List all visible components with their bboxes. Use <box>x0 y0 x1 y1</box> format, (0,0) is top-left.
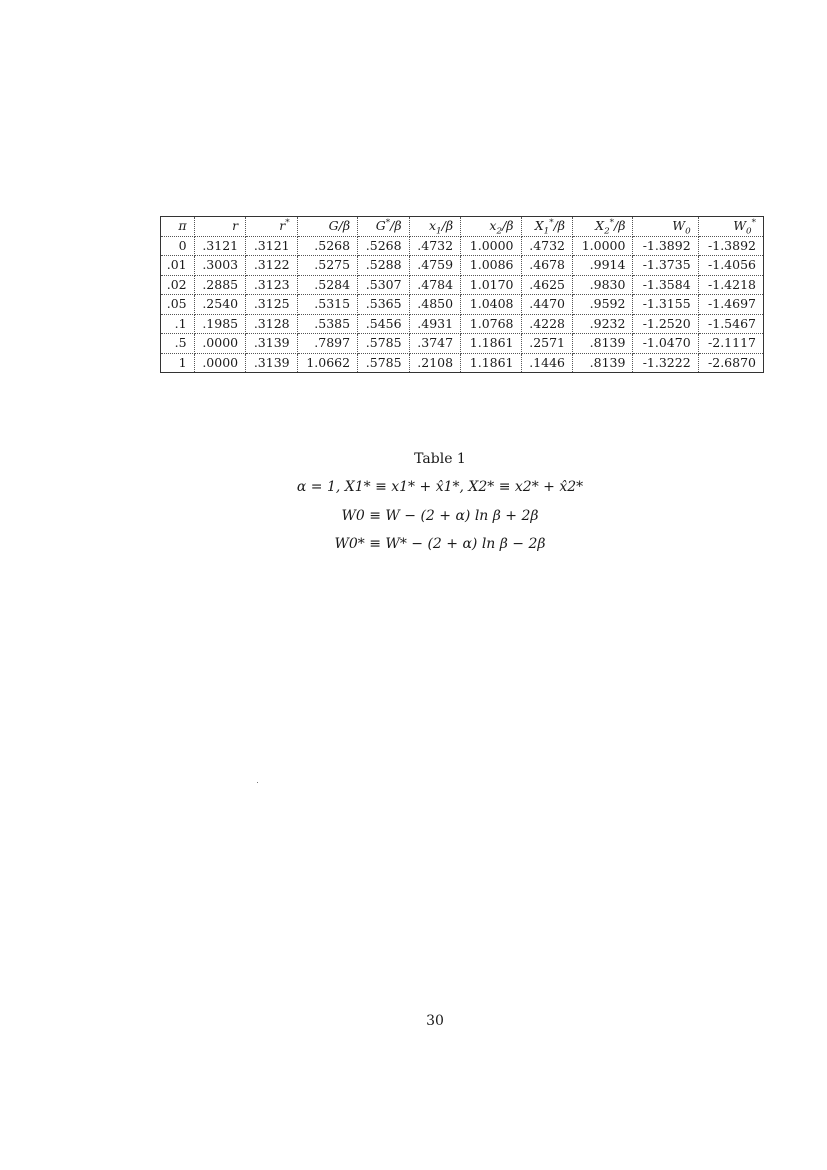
table-cell: .5 <box>161 334 195 354</box>
table-cell: -1.0470 <box>633 334 698 354</box>
table-cell: -1.3892 <box>633 236 698 256</box>
table-cell: .02 <box>161 275 195 295</box>
table-cell: .4850 <box>409 295 461 315</box>
table-cell: .5385 <box>297 314 357 334</box>
table-cell: .2885 <box>194 275 246 295</box>
page-number: 30 <box>426 1013 444 1029</box>
table-cell: .8139 <box>573 334 633 354</box>
table-cell: .1 <box>161 314 195 334</box>
table-cell: .5315 <box>297 295 357 315</box>
scan-speck <box>257 782 258 783</box>
table-cell: .3139 <box>246 334 298 354</box>
caption-equation-w0: W0 ≡ W − (2 + α) ln β + 2β <box>341 508 539 524</box>
table-cell: .4784 <box>409 275 461 295</box>
table-caption-title: Table 1 <box>414 451 466 467</box>
table-cell: .2571 <box>521 334 573 354</box>
table-cell: .9914 <box>573 256 633 276</box>
table-cell: .3121 <box>246 236 298 256</box>
table-cell: .1985 <box>194 314 246 334</box>
table-cell: .3123 <box>246 275 298 295</box>
col-header-pi: π <box>161 217 195 237</box>
table-cell: 1.0000 <box>461 236 521 256</box>
table-header-row <box>161 217 764 237</box>
table-row <box>161 295 764 315</box>
table-cell: .2108 <box>409 353 461 373</box>
table-cell: .5456 <box>358 314 410 334</box>
col-header-r: r <box>194 217 246 237</box>
table-cell: -1.4697 <box>698 295 763 315</box>
table-cell: 1.1861 <box>461 353 521 373</box>
table-cell: 1.0768 <box>461 314 521 334</box>
col-header-g-over-beta: G/β <box>297 217 357 237</box>
table-cell: .0000 <box>194 334 246 354</box>
table-cell: .0000 <box>194 353 246 373</box>
table-cell: 1.0662 <box>297 353 357 373</box>
col-header-w0-star: $W_0^*$ <box>698 217 763 237</box>
table-cell: .5268 <box>358 236 410 256</box>
table-row <box>161 236 764 256</box>
table-cell: .4470 <box>521 295 573 315</box>
col-header-w0: $W_0$ <box>633 217 698 237</box>
table-row <box>161 275 764 295</box>
results-table <box>160 216 764 373</box>
table-cell: .5785 <box>358 334 410 354</box>
col-header-X2-star-over-beta: $X_2^*/\beta$ <box>573 217 633 237</box>
table-cell: -1.3155 <box>633 295 698 315</box>
table-row <box>161 334 764 354</box>
table-cell: .2540 <box>194 295 246 315</box>
table-cell: .3139 <box>246 353 298 373</box>
caption-equation-w0-star: W0* ≡ W* − (2 + α) ln β − 2β <box>334 536 546 552</box>
table-cell: -1.4056 <box>698 256 763 276</box>
table-cell: -1.3892 <box>698 236 763 256</box>
table-cell: 1.0086 <box>461 256 521 276</box>
table-cell: .5365 <box>358 295 410 315</box>
table-cell: .3121 <box>194 236 246 256</box>
table-cell: -1.4218 <box>698 275 763 295</box>
table-cell: .4732 <box>409 236 461 256</box>
table-row <box>161 314 764 334</box>
table-cell: -1.3222 <box>633 353 698 373</box>
col-header-X1-star-over-beta: $X_1^*/\beta$ <box>521 217 573 237</box>
table-cell: .4678 <box>521 256 573 276</box>
table-cell: 1.0170 <box>461 275 521 295</box>
table-cell: .9232 <box>573 314 633 334</box>
col-header-x1-over-beta: $x_1/\beta$ <box>409 217 461 237</box>
table-cell: .5284 <box>297 275 357 295</box>
table-cell: .4732 <box>521 236 573 256</box>
table-cell: .3122 <box>246 256 298 276</box>
table-cell: 1.1861 <box>461 334 521 354</box>
table-cell: -1.3735 <box>633 256 698 276</box>
table-cell: 0 <box>161 236 195 256</box>
table-cell: -1.3584 <box>633 275 698 295</box>
table-cell: .7897 <box>297 334 357 354</box>
table-cell: .01 <box>161 256 195 276</box>
table-cell: .4931 <box>409 314 461 334</box>
table-cell: -2.1117 <box>698 334 763 354</box>
table-cell: .5785 <box>358 353 410 373</box>
caption-equation-alpha: α = 1, X1* ≡ x1* + x̂1*, X2* ≡ x2* + x̂2* <box>296 479 584 495</box>
table-cell: .5268 <box>297 236 357 256</box>
table-cell: .5307 <box>358 275 410 295</box>
table-cell: 1.0408 <box>461 295 521 315</box>
table-row <box>161 353 764 373</box>
table-cell: .5288 <box>358 256 410 276</box>
table-cell: .4228 <box>521 314 573 334</box>
table-cell: .9592 <box>573 295 633 315</box>
table-cell: 1.0000 <box>573 236 633 256</box>
table-cell: 1 <box>161 353 195 373</box>
col-header-x2-over-beta: $x_2/\beta$ <box>461 217 521 237</box>
table-cell: .4759 <box>409 256 461 276</box>
col-header-r-star: r* <box>246 217 298 237</box>
table-cell: .3128 <box>246 314 298 334</box>
table-cell: .8139 <box>573 353 633 373</box>
col-header-g-star-over-beta: G*/β <box>358 217 410 237</box>
table-cell: .9830 <box>573 275 633 295</box>
table-cell: .1446 <box>521 353 573 373</box>
table-cell: .4625 <box>521 275 573 295</box>
table-row <box>161 256 764 276</box>
table-cell: .3747 <box>409 334 461 354</box>
table-cell: -1.2520 <box>633 314 698 334</box>
table-cell: .5275 <box>297 256 357 276</box>
table-cell: .3003 <box>194 256 246 276</box>
table-cell: .05 <box>161 295 195 315</box>
table-cell: -1.5467 <box>698 314 763 334</box>
table-cell: -2.6870 <box>698 353 763 373</box>
table-cell: .3125 <box>246 295 298 315</box>
